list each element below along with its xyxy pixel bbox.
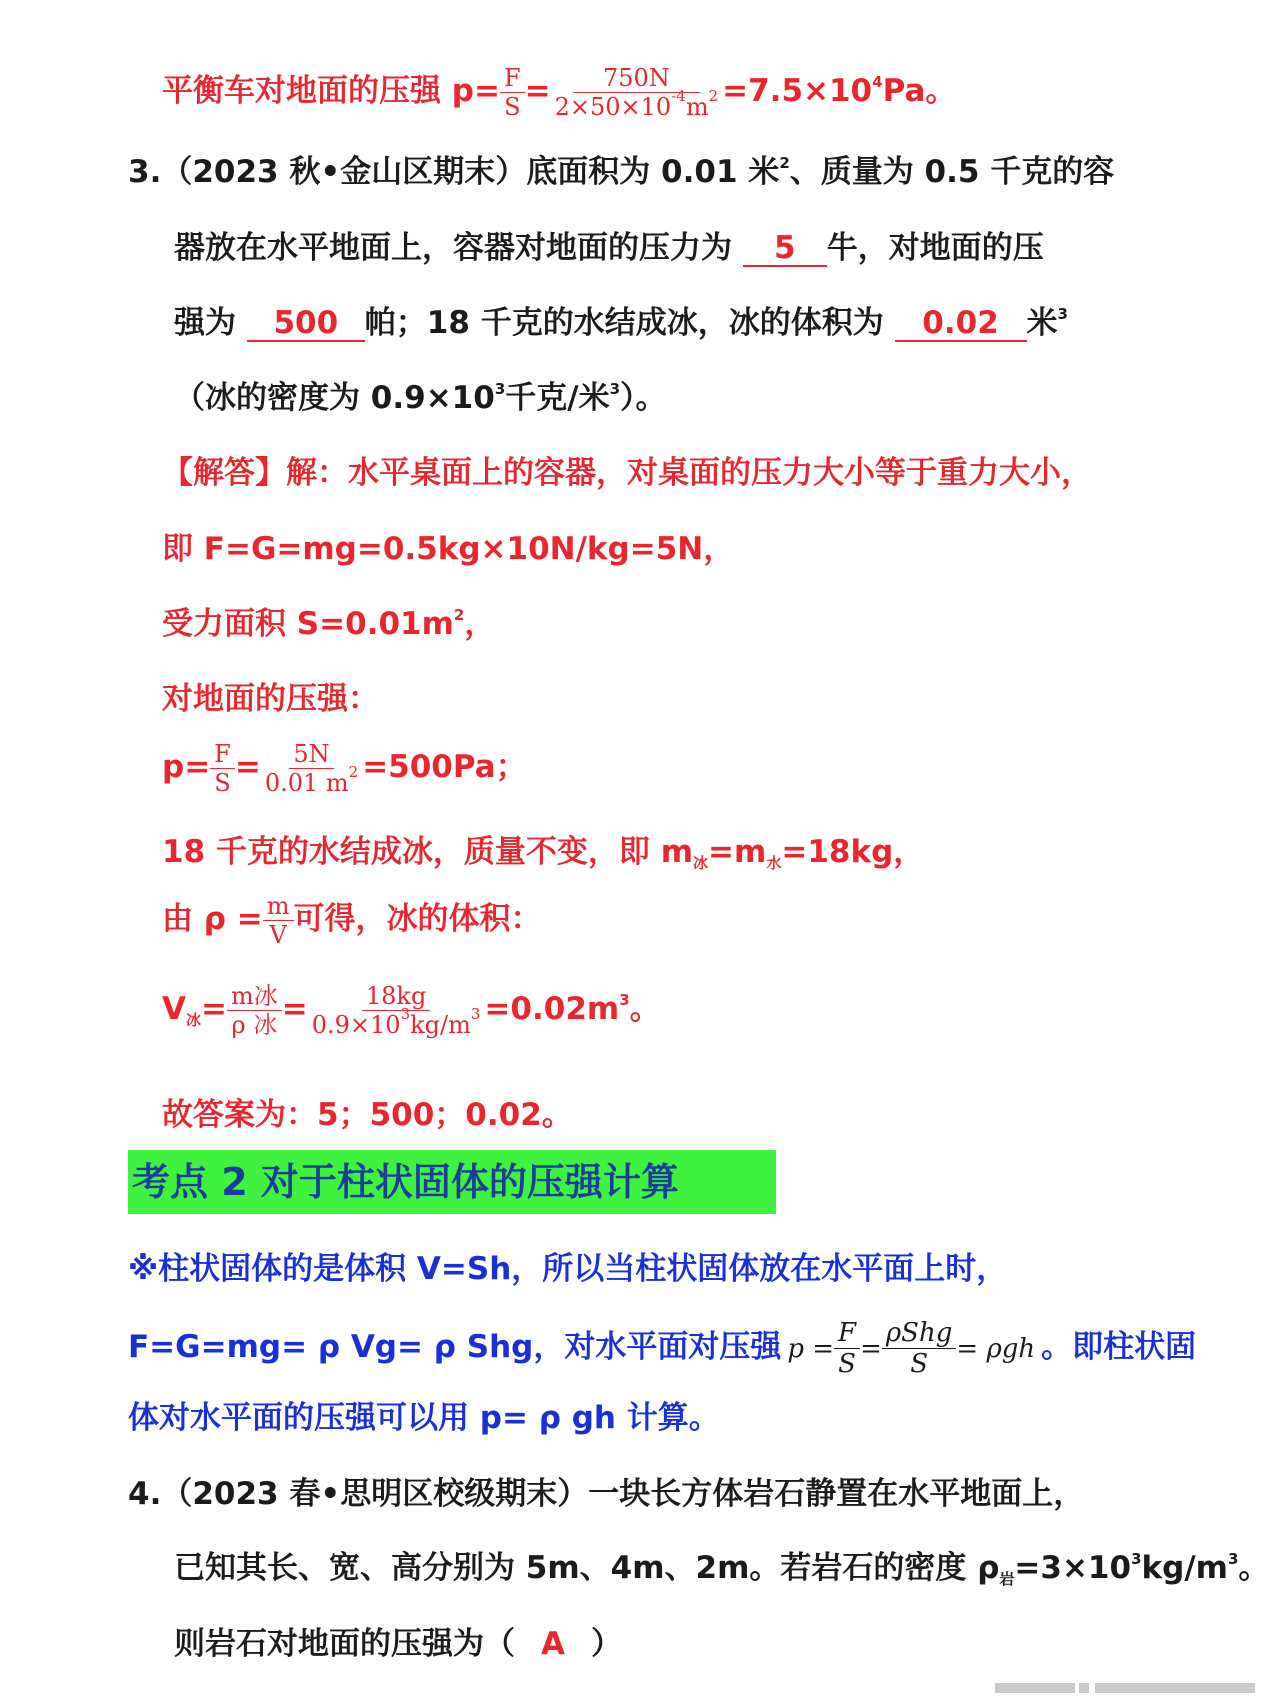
- sub: 冰: [693, 854, 709, 872]
- fraction-f-over-s: [210, 740, 235, 797]
- fraction-rhoshg-over-s: [882, 1318, 957, 1379]
- fraction-750n: [551, 64, 723, 121]
- text: 米: [1026, 305, 1058, 341]
- text: 。: [1238, 1550, 1270, 1586]
- note-line-1: ※柱状固体的是体积 V=Sh，所以当柱状固体放在水平面上时，: [128, 1251, 1008, 1287]
- den-exp2: 3: [470, 1005, 481, 1023]
- frac-num: ρShg: [882, 1318, 957, 1349]
- den-text: 0.01 m: [264, 769, 349, 797]
- text: 强为: [174, 305, 236, 341]
- exp: 3: [1131, 1550, 1142, 1568]
- text: =3×10: [1014, 1550, 1132, 1586]
- equals: =: [201, 991, 227, 1027]
- fraction-f-over-s: [500, 64, 525, 121]
- fraction-m-over-rho: [227, 982, 282, 1039]
- text: 。: [629, 991, 661, 1027]
- q3-line-4: [174, 378, 667, 418]
- equals: =: [524, 73, 551, 109]
- text: 。即柱状固: [1041, 1329, 1197, 1365]
- result-exp: 4: [872, 73, 883, 91]
- exp: 3: [1227, 1550, 1239, 1568]
- q3-line-1: [128, 152, 1114, 192]
- text: F=G=mg= ρ Vg= ρ Shg，对水平面对压强: [128, 1329, 782, 1365]
- frac-den: S: [910, 1349, 929, 1379]
- den-exp2: 2: [708, 87, 719, 105]
- text: V: [162, 991, 186, 1027]
- text: 则岩石对地面的压强为（: [174, 1626, 515, 1662]
- answer-blank-2: 500: [247, 306, 365, 342]
- text: 3.（2023 秋•金山区期末）底面积为 0.01 米: [128, 154, 780, 190]
- formula-p-inline: p =: [787, 1334, 835, 1364]
- formula-label: 平衡车对地面的压强 p=: [162, 73, 500, 109]
- text: 18 千克的水结成冰，质量不变，即 m: [162, 834, 694, 870]
- fraction-m-over-v: [263, 892, 294, 949]
- solution-line-8: [162, 982, 661, 1039]
- frac-num: F: [210, 740, 235, 769]
- equals: =: [234, 749, 261, 785]
- section-heading-text: 考点 2 对于柱状固体的压强计算: [132, 1160, 679, 1204]
- fraction-f-over-s: [834, 1318, 860, 1379]
- den-a: 2×50×10: [554, 93, 672, 121]
- den-exp: 2: [348, 763, 359, 781]
- text: =500Pa；: [362, 749, 527, 785]
- solution-line-5: [162, 740, 527, 797]
- text: =m: [708, 834, 767, 870]
- text: =0.02m: [484, 991, 620, 1027]
- solution-line-2: 即 F=G=mg=0.5kg×10N/kg=5N，: [162, 531, 735, 567]
- frac-den: [551, 87, 723, 121]
- formula-tail: = ρgh: [956, 1334, 1036, 1364]
- sub: 水: [766, 854, 782, 872]
- exp: 3: [609, 380, 621, 398]
- text: ）。: [620, 380, 667, 416]
- equals: =: [281, 991, 308, 1027]
- answer-blank-1: 5: [743, 231, 827, 267]
- exp: 2: [779, 154, 790, 172]
- solution-line-7: [162, 892, 542, 949]
- exp: 3: [494, 380, 506, 398]
- text: p=: [162, 749, 211, 785]
- q4-line-3: [174, 1624, 622, 1664]
- den-exp: -4: [671, 87, 686, 105]
- frac-den: S: [838, 1349, 856, 1379]
- exp: 2: [453, 606, 465, 624]
- frac-num-text: 750N: [602, 64, 670, 92]
- solution-line-1: 【解答】解：水平桌面上的容器，对桌面的压力大小等于重力大小，: [162, 455, 1092, 491]
- text: 由 ρ =: [162, 901, 263, 937]
- note-line-2: [128, 1318, 1196, 1379]
- solution-line-3: [162, 604, 495, 644]
- q3-line-3: [174, 303, 1068, 343]
- solution-line-4: 对地面的压强：: [162, 681, 379, 717]
- frac-den: S: [504, 93, 521, 121]
- result-b: Pa。: [882, 73, 957, 109]
- frac-den: [261, 763, 362, 797]
- text: 牛，对地面的压: [826, 230, 1044, 266]
- den-b: kg/m: [410, 1011, 471, 1039]
- exp: 3: [619, 991, 630, 1009]
- fraction-5n: [261, 740, 362, 797]
- solution-line-9: 故答案为：5；500；0.02。: [162, 1097, 573, 1133]
- q3-line-2: [174, 228, 1044, 268]
- note-line-3: 体对水平面的压强可以用 p= ρ gh 计算。: [128, 1400, 720, 1436]
- den-b: m: [685, 93, 709, 121]
- section-heading: [128, 1150, 776, 1214]
- equals: =: [860, 1334, 882, 1364]
- frac-den: ρ 冰: [231, 1011, 278, 1039]
- text: 已知其长、宽、高分别为 5m、4m、2m。若岩石的密度 ρ: [174, 1550, 1000, 1586]
- frac-num: 5N: [289, 740, 333, 769]
- frac-den: V: [269, 921, 287, 949]
- frac-num: F: [500, 64, 525, 93]
- frac-num: 18kg: [362, 982, 430, 1011]
- frac-den: S: [214, 769, 231, 797]
- text: 器放在水平地面上，容器对地面的压力为: [174, 230, 732, 266]
- text: 帕；18 千克的水结成冰，冰的体积为: [364, 305, 884, 341]
- q4-line-1: 4.（2023 春•思明区校级期末）一块长方体岩石静置在水平地面上，: [128, 1476, 1085, 1512]
- text: ）: [591, 1626, 622, 1662]
- pressure-formula-line: [162, 64, 956, 121]
- text: ，: [464, 606, 496, 642]
- text: =18kg，: [781, 834, 925, 870]
- sub: 岩: [999, 1570, 1015, 1588]
- fraction-18kg: [308, 982, 485, 1039]
- text: （冰的密度为 0.9×10: [174, 380, 495, 416]
- result-a: =7.5×10: [722, 73, 873, 109]
- answer-blank-3: 0.02: [895, 306, 1027, 342]
- den-exp: 3: [400, 1005, 411, 1023]
- frac-den: [308, 1005, 485, 1039]
- text: 可得，冰的体积：: [293, 901, 542, 937]
- exp: 3: [1057, 305, 1068, 323]
- bottom-scroll-indicator: [995, 1683, 1260, 1693]
- frac-num: m: [263, 892, 294, 921]
- text: kg/m: [1141, 1550, 1228, 1586]
- frac-num: m冰: [227, 982, 282, 1011]
- text: 千克/米: [505, 380, 610, 416]
- q4-line-2: [174, 1548, 1269, 1588]
- frac-num: F: [834, 1318, 860, 1349]
- den-a: 0.9×10: [311, 1011, 401, 1039]
- answer-a: A: [541, 1626, 565, 1662]
- text: 、质量为 0.5 千克的容: [789, 154, 1115, 190]
- sub: 冰: [186, 1011, 202, 1029]
- solution-line-6: [162, 832, 924, 872]
- text: 受力面积 S=0.01m: [162, 606, 454, 642]
